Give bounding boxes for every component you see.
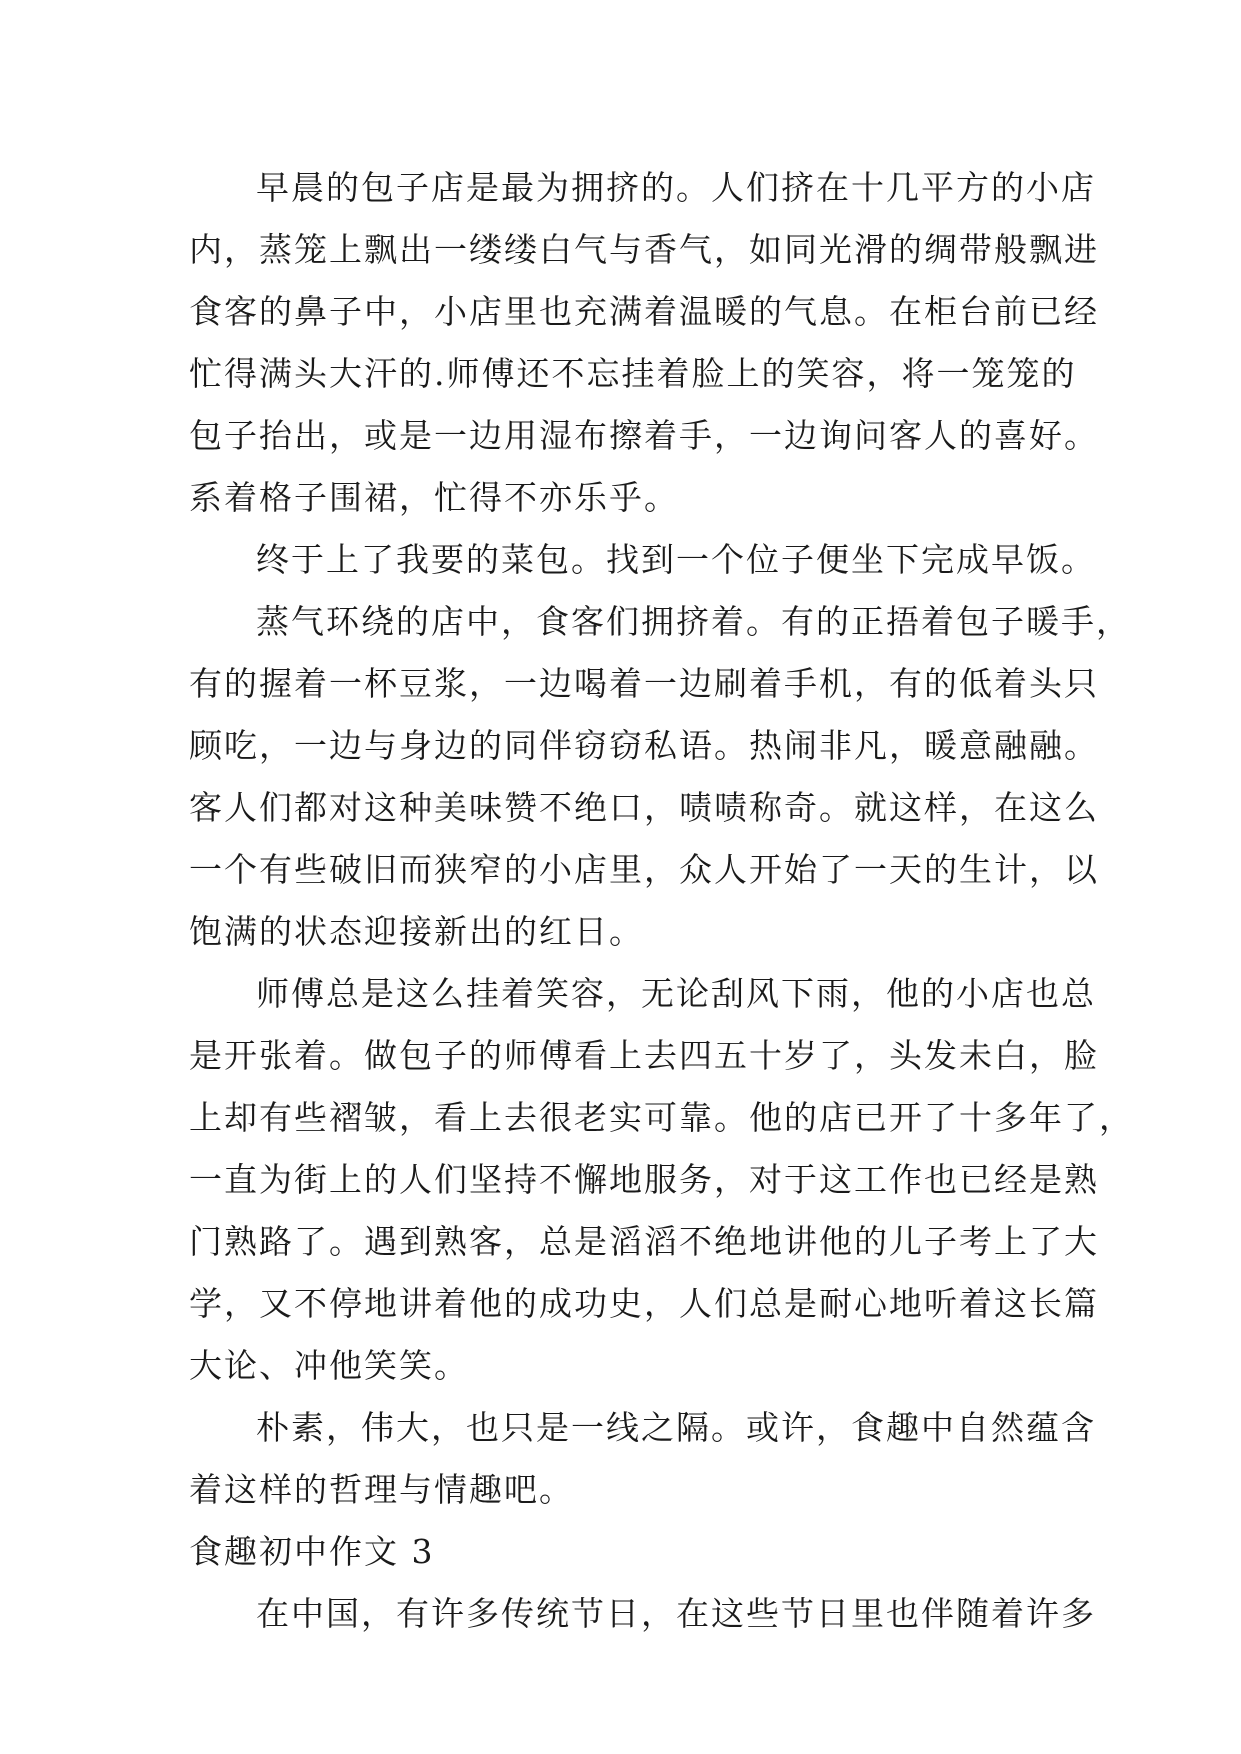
paragraph-3-line-6: 饱满的状态迎接新出的红日。 bbox=[189, 912, 644, 951]
paragraph-1-line-2: 内，蒸笼上飘出一缕缕白气与香气，如同光滑的绸带般飘进 bbox=[189, 230, 1099, 269]
paragraph-5-line-2: 着这样的哲理与情趣吧。 bbox=[189, 1470, 574, 1509]
paragraph-4-line-6: 学，又不停地讲着他的成功史，人们总是耐心地听着这长篇 bbox=[189, 1284, 1099, 1323]
paragraph-3-line-3: 顾吃，一边与身边的同伴窃窃私语。热闹非凡，暖意融融。 bbox=[189, 726, 1099, 765]
paragraph-4-line-1: 师傅总是这么挂着笑容，无论刮风下雨，他的小店也总 bbox=[256, 974, 1096, 1013]
paragraph-1-line-5: 包子抬出，或是一边用湿布擦着手，一边询问客人的喜好。 bbox=[189, 416, 1099, 455]
paragraph-6-line-1: 在中国，有许多传统节日，在这些节日里也伴随着许多 bbox=[256, 1594, 1096, 1633]
paragraph-1-line-1: 早晨的包子店是最为拥挤的。人们挤在十几平方的小店 bbox=[256, 168, 1096, 207]
paragraph-4-line-3: 上却有些褶皱，看上去很老实可靠。他的店已开了十多年了， bbox=[189, 1098, 1134, 1137]
section-heading: 食趣初中作文 3 bbox=[189, 1532, 435, 1571]
paragraph-4-line-4: 一直为街上的人们坚持不懈地服务，对于这工作也已经是熟 bbox=[189, 1160, 1099, 1199]
paragraph-1-line-6: 系着格子围裙，忙得不亦乐乎。 bbox=[189, 478, 679, 517]
paragraph-4-line-5: 门熟路了。遇到熟客，总是滔滔不绝地讲他的儿子考上了大 bbox=[189, 1222, 1099, 1261]
paragraph-1-line-4: 忙得满头大汗的.师傅还不忘挂着脸上的笑容，将一笼笼的 bbox=[189, 354, 1077, 393]
paragraph-4-line-2: 是开张着。做包子的师傅看上去四五十岁了，头发未白，脸 bbox=[189, 1036, 1099, 1075]
paragraph-3-line-1: 蒸气环绕的店中，食客们拥挤着。有的正捂着包子暖手， bbox=[256, 602, 1131, 641]
paragraph-3-line-5: 一个有些破旧而狭窄的小店里，众人开始了一天的生计，以 bbox=[189, 850, 1099, 889]
paragraph-3-line-4: 客人们都对这种美味赞不绝口，啧啧称奇。就这样，在这么 bbox=[189, 788, 1099, 827]
paragraph-3-line-2: 有的握着一杯豆浆，一边喝着一边刷着手机，有的低着头只 bbox=[189, 664, 1099, 703]
paragraph-2-line-1: 终于上了我要的菜包。找到一个位子便坐下完成早饭。 bbox=[256, 540, 1096, 579]
paragraph-4-line-7: 大论、冲他笑笑。 bbox=[189, 1346, 469, 1385]
paragraph-1-line-3: 食客的鼻子中，小店里也充满着温暖的气息。在柜台前已经 bbox=[189, 292, 1099, 331]
paragraph-5-line-1: 朴素，伟大，也只是一线之隔。或许，食趣中自然蕴含 bbox=[256, 1408, 1096, 1447]
